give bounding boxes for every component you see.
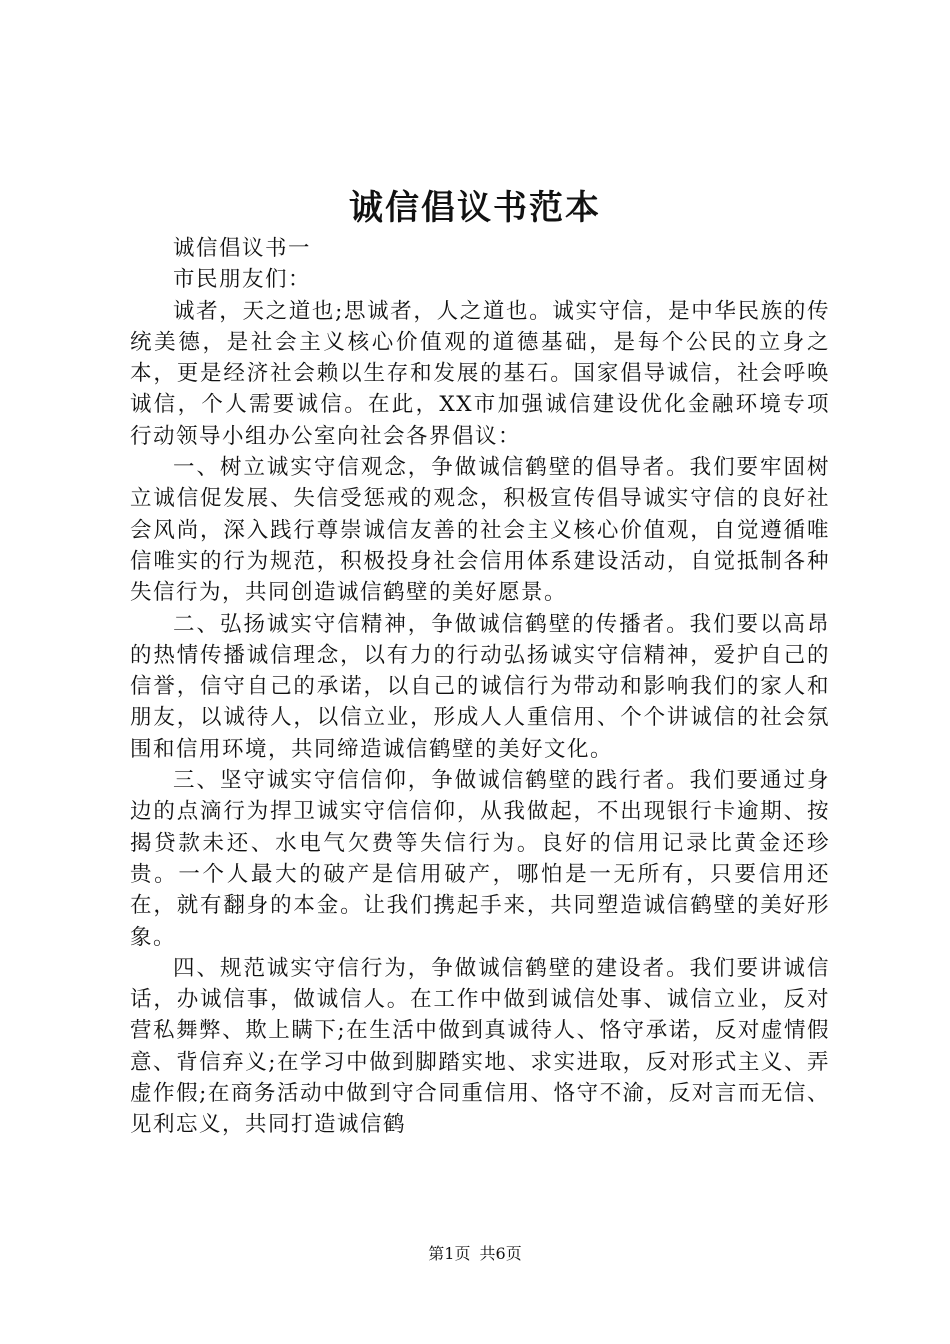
document-title: 诚信倡议书范本 <box>349 188 601 228</box>
paragraph-item-3: 三、坚守诚实守信信仰，争做诚信鹤壁的践行者。我们要通过身边的点滴行为捍卫诚实守信信仰，从我做起，不出现银行卡逾期、按揭贷款未还、水电气欠费等失信行为。良好的信用记录比黄金还珍贵。一个人最大的破产是信用破产，哪怕是一无所有，只要信用还在，就有翻身的本金。让我们携起手来，共同塑造诚信鹤壁的美好形象。 <box>130 768 830 950</box>
paragraph-intro: 诚者，天之道也;思诚者，人之道也。诚实守信，是中华民族的传统美德，是社会主义核心价值观的道德基础，是每个公民的立身之本，更是经济社会赖以生存和发展的基石。国家倡导诚信，社会呼唤诚信，个人需要诚信。在此，XX市加强诚信建设优化金融环境专项行动领导小组办公室向社会各界倡议： <box>130 298 830 449</box>
paragraph-item-4: 四、规范诚实守信行为，争做诚信鹤壁的建设者。我们要讲诚信话，办诚信事，做诚信人。在工作中做到诚信处事、诚信立业，反对营私舞弊、欺上瞒下;在生活中做到真诚待人、恪守承诺，反对虚情假意、背信弃义;在学习中做到脚踏实地、求实进取，反对形式主义、弄虚作假;在商务活动中做到守合同重信用、恪守不渝，反对言而无信、见利忘义，共同打造诚信鹤 <box>130 955 830 1138</box>
document-body <box>130 233 830 1141</box>
page-number: 第1页 <box>428 1244 471 1263</box>
paragraph-heading: 诚信倡议书一 <box>173 236 312 261</box>
paragraph-salutation: 市民朋友们： <box>173 267 312 293</box>
paragraph-item-2: 二、弘扬诚实守信精神，争做诚信鹤壁的传播者。我们要以高昂的热情传播诚信理念，以有力的行动弘扬诚实守信精神，爱护自己的信誉，信守自己的承诺，以自己的诚信行为带动和影响我们的家人和朋友，以诚待人，以信立业，形成人人重信用、个个讲诚信的社会氛围和信用环境，共同缔造诚信鹤壁的美好文化。 <box>130 611 830 762</box>
page-footer <box>0 1242 950 1266</box>
paragraph-item-1: 一、树立诚实守信观念，争做诚信鹤壁的倡导者。我们要牢固树立诚信促发展、失信受惩戒的观念，积极宣传倡导诚实守信的良好社会风尚，深入践行尊崇诚信友善的社会主义核心价值观，自觉遵循唯信唯实的行为规范，积极投身社会信用体系建设活动，自觉抵制各种失信行为，共同创造诚信鹤壁的美好愿景。 <box>130 455 830 606</box>
page-total: 共6页 <box>479 1244 522 1263</box>
